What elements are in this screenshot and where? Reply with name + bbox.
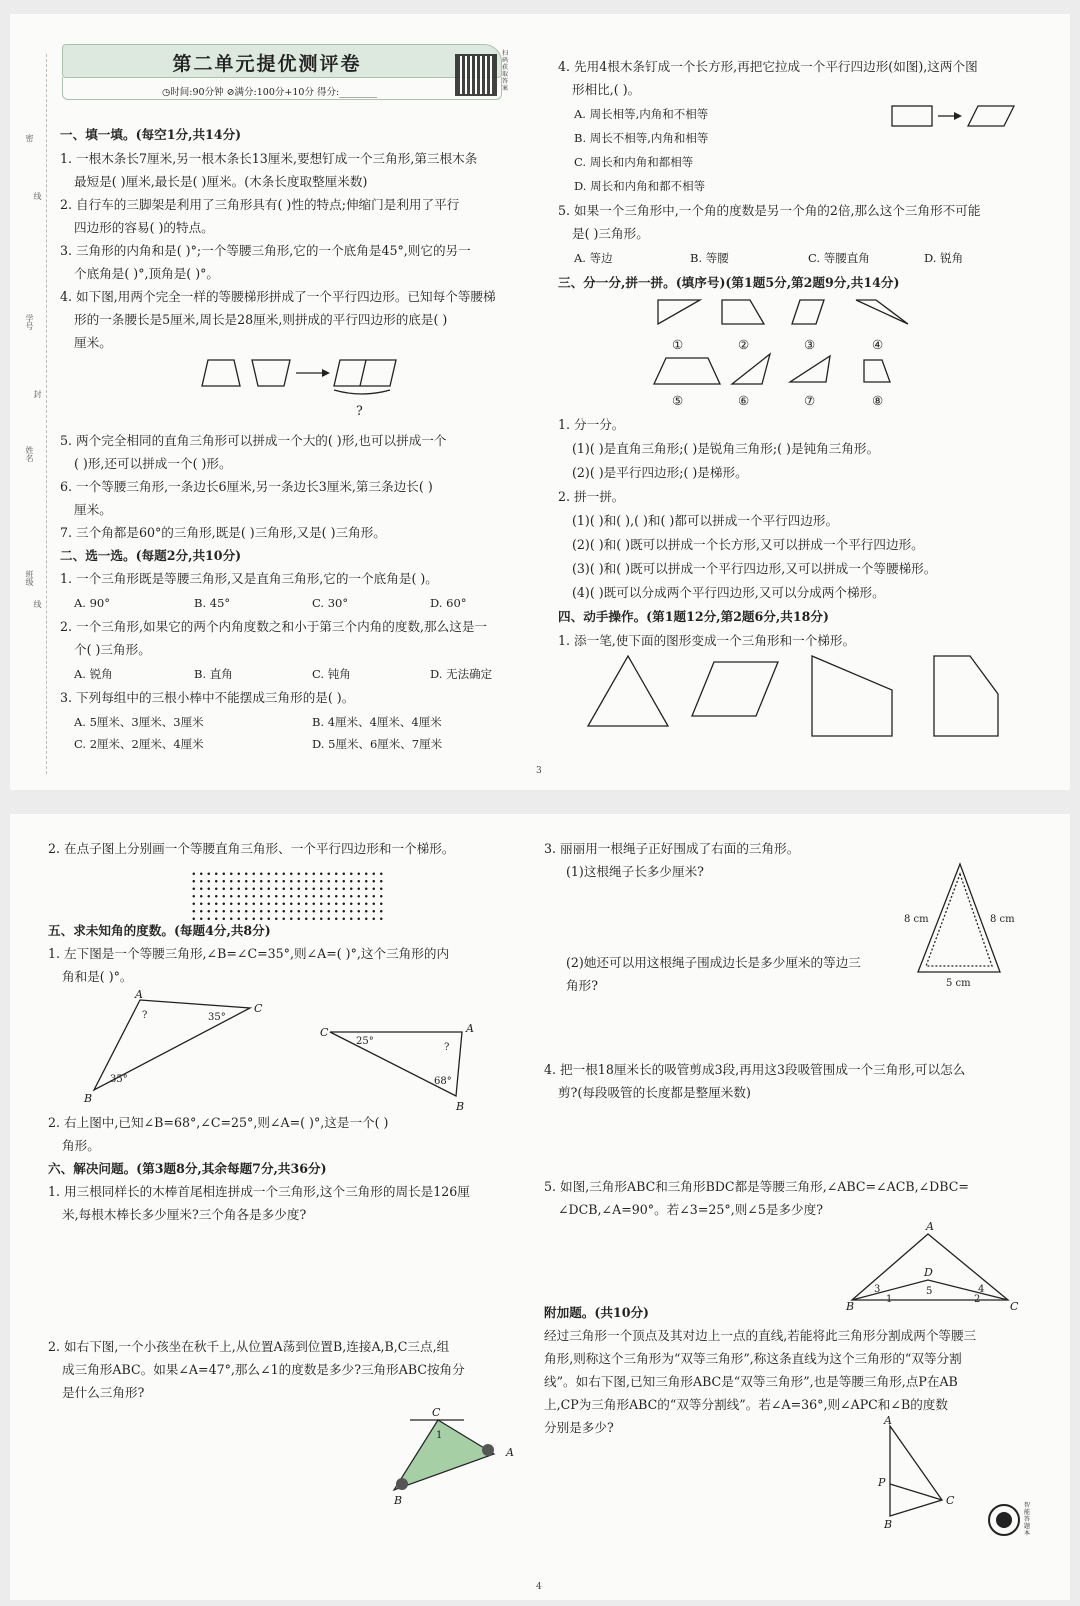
- q4-question-mark: ?: [356, 403, 363, 418]
- op-quadrilateral: [812, 656, 892, 736]
- s2-q3-opt-d[interactable]: D. 5厘米、6厘米、7厘米: [312, 737, 443, 751]
- shape-label-4: ④: [872, 337, 884, 352]
- bonus-label-c: C: [946, 1494, 955, 1507]
- s2-q1-opt-b[interactable]: B. 45°: [194, 596, 231, 610]
- triangle-abc-bonus: [890, 1426, 942, 1516]
- tri1-angle-c: 35°: [208, 1012, 226, 1023]
- bonus-label-a: A: [884, 1414, 892, 1427]
- s5-q1a: 1. 左下图是一个等腰三角形,∠B=∠C=35°,则∠A=( )°,这个三角形的内: [48, 946, 450, 961]
- s6-q4b: 剪?(每段吸管的长度都是整厘米数): [558, 1085, 751, 1100]
- op-pentagon: [934, 656, 998, 736]
- tri2-label-b: B: [456, 1100, 465, 1113]
- s2-q2-opt-a[interactable]: A. 锐角: [74, 667, 113, 681]
- s2-q5-opt-a[interactable]: A. 等边: [574, 251, 613, 265]
- s6-q3c: 角形?: [566, 978, 598, 993]
- s1-q2b: 四边形的容易( )的特点。: [74, 220, 214, 235]
- s2-q2-opt-c[interactable]: C. 钝角: [312, 667, 351, 681]
- s6-q2a: 2. 如右下图,一个小孩坐在秋千上,从位置A荡到位置B,连接A,B,C三点,组: [48, 1339, 450, 1354]
- s6-q4a: 4. 把一根18厘米长的吸管剪成3段,再用这3段吸管围成一个三角形,可以怎么: [544, 1062, 966, 1077]
- obtuse-triangle-figure: [320, 1022, 490, 1112]
- s1-q6b: 厘米。: [74, 502, 112, 517]
- s2-q1-opt-d[interactable]: D. 60°: [430, 596, 467, 610]
- rope-triangle: [918, 864, 1000, 972]
- s5-q1b: 角和是( )°。: [62, 969, 133, 984]
- s3-p1b: (2)( )是平行四边形;( )是梯形。: [572, 465, 748, 480]
- s2-q2b: 个( )三角形。: [74, 642, 151, 657]
- s2-q5-opt-b[interactable]: B. 等腰: [690, 251, 729, 265]
- s5-q2b: 角形。: [62, 1138, 100, 1153]
- swing-figure: [380, 1406, 530, 1507]
- tri2-angle-b: 68°: [434, 1076, 452, 1087]
- bonus-l5: 分别是多少?: [544, 1420, 614, 1435]
- child-icon-2: [396, 1478, 408, 1490]
- s6-q2b: 成三角形ABC。如果∠A=47°,那么∠1的度数是多少?三角形ABC按角分: [62, 1362, 465, 1377]
- fig5-num-5: 5: [926, 1286, 933, 1297]
- swing-label-c: C: [432, 1406, 441, 1419]
- section-6-heading: 六、解决问题。(第3题8分,其余每题7分,共36分): [48, 1161, 327, 1176]
- s3-p2a: (1)( )和( ),( )和( )都可以拼成一个平行四边形。: [572, 513, 839, 528]
- shape-label-6: ⑥: [738, 393, 750, 408]
- tri2-angle-c: 25°: [356, 1036, 374, 1047]
- rope-right-label: 8 cm: [990, 914, 1015, 925]
- s2-q3-opt-a[interactable]: A. 5厘米、3厘米、3厘米: [74, 715, 204, 729]
- s2-q4-opt-c[interactable]: C. 周长和内角和都相等: [574, 155, 694, 169]
- logo-caption: 智能答题本: [1024, 1502, 1031, 1537]
- s2-q2a: 2. 一个三角形,如果它的两个内角度数之和小于第三个内角的度数,那么这是一: [60, 619, 488, 634]
- bonus-label-p: P: [878, 1476, 886, 1489]
- s2-q5-opt-c[interactable]: C. 等腰直角: [808, 251, 870, 265]
- section-3-heading: 三、分一分,拼一拼。(填序号)(第1题5分,第2题9分,共14分): [558, 275, 900, 290]
- rope-base-label: 5 cm: [946, 978, 971, 989]
- swing-angle-1: 1: [436, 1430, 443, 1441]
- s2-q1-opt-c[interactable]: C. 30°: [312, 596, 349, 610]
- s2-q4-opt-b[interactable]: B. 周长不相等,内角和相等: [574, 131, 709, 145]
- page-3: [10, 14, 1070, 790]
- child-icon: [482, 1444, 494, 1456]
- bonus-label-b: B: [884, 1518, 893, 1531]
- tri1-angle-b: 35°: [110, 1074, 128, 1085]
- s1-q4c: 厘米。: [74, 335, 112, 350]
- s1-q7: 7. 三个角都是60°的三角形,既是( )三角形,又是( )三角形。: [60, 525, 386, 540]
- tri2-angle-a: ?: [444, 1042, 450, 1053]
- s3-p1: 1. 分一分。: [558, 417, 625, 432]
- shape-7: [790, 356, 830, 382]
- s2-q1-opt-a[interactable]: A. 90°: [74, 596, 110, 610]
- shape-label-8: ⑧: [872, 393, 884, 408]
- qr-code-icon[interactable]: [455, 54, 497, 96]
- s2-q5a: 5. 如果一个三角形中,一个角的度数是另一个角的2倍,那么这个三角形不可能: [558, 203, 981, 218]
- fig5-label-b: B: [846, 1300, 855, 1313]
- split-line-cp: [890, 1484, 942, 1500]
- dot-grid[interactable]: [190, 870, 385, 920]
- s2-q4-opt-a[interactable]: A. 周长相等,内角和不相等: [574, 107, 709, 121]
- shape-8: [864, 360, 890, 382]
- bonus-l1: 经过三角形一个顶点及其对边上一点的直线,若能将此三角形分割成两个等腰三: [544, 1328, 977, 1343]
- shape-1: [658, 300, 700, 324]
- margin-xing: 姓名: [25, 446, 34, 462]
- s2-q1: 1. 一个三角形既是等腰三角形,又是直角三角形,它的一个底角是( )。: [60, 571, 438, 586]
- s2-q3-opt-b[interactable]: B. 4厘米、4厘米、4厘米: [312, 715, 442, 729]
- section-5-heading: 五、求未知角的度数。(每题4分,共8分): [48, 923, 271, 938]
- fig5-num-3: 3: [874, 1284, 881, 1295]
- s4-q2: 2. 在点子图上分别画一个等腰直角三角形、一个平行四边形和一个梯形。: [48, 841, 455, 856]
- s2-q4a: 4. 先用4根木条钉成一个长方形,再把它拉成一个平行四边形(如图),这两个图: [558, 59, 978, 74]
- op-triangle: [588, 656, 668, 726]
- isosceles-triangle-figure: [80, 990, 280, 1110]
- s1-q5b: ( )形,还可以拼成一个( )形。: [74, 456, 232, 471]
- exam-info: ◷时间:90分钟 ⊘满分:100分+10分 得分:________: [162, 87, 378, 98]
- s2-q4-opt-d[interactable]: D. 周长和内角和都不相等: [574, 179, 706, 193]
- s6-q3b: (2)她还可以用这根绳子围成边长是多少厘米的等边三: [566, 955, 861, 970]
- double-iso-figure: [866, 1414, 976, 1531]
- page-number-4: 4: [536, 1582, 542, 1592]
- shape-label-7: ⑦: [804, 393, 816, 408]
- bonus-heading: 附加题。(共10分): [544, 1305, 650, 1320]
- rope-left-label: 8 cm: [904, 914, 929, 925]
- shape-2: [722, 300, 764, 324]
- s3-p2d: (4)( )既可以分成两个平行四边形,又可以分成两个梯形。: [572, 585, 885, 600]
- s6-q5a: 5. 如图,三角形ABC和三角形BDC都是等腰三角形,∠ABC=∠ACB,∠DBC=: [544, 1179, 969, 1194]
- tri1-label-b: B: [84, 1092, 93, 1105]
- s2-q5b: 是( )三角形。: [572, 226, 649, 241]
- margin-xian-2: 线: [33, 600, 42, 608]
- s1-q6a: 6. 一个等腰三角形,一条边长6厘米,另一条边长3厘米,第三条边长( ): [60, 479, 433, 494]
- margin-mi: 密: [25, 134, 34, 142]
- s1-q4a: 4. 如下图,用两个完全一样的等腰梯形拼成了一个平行四边形。已知每个等腰梯: [60, 289, 496, 304]
- section-1-heading: 一、填一填。(每空1分,共14分): [60, 127, 242, 142]
- fig5-num-2: 2: [974, 1294, 981, 1305]
- shape-4: [856, 300, 908, 324]
- binding-line: [46, 54, 47, 774]
- shape-6: [732, 354, 770, 384]
- s2-q2-opt-b[interactable]: B. 直角: [194, 667, 233, 681]
- section-4-heading: 四、动手操作。(第1题12分,第2题6分,共18分): [558, 609, 829, 624]
- op-parallelogram: [692, 662, 778, 716]
- trapezoid-1: [202, 360, 240, 386]
- add-a-line-shapes: [580, 654, 1020, 744]
- trapezoid-figure: [200, 354, 420, 424]
- fig5-num-4: 4: [978, 1284, 985, 1295]
- margin-xian: 线: [33, 192, 42, 200]
- s1-q4b: 形的一条腰长是5厘米,周长是28厘米,则拼成的平行四边形的底是( ): [74, 312, 448, 327]
- s5-q2a: 2. 右上图中,已知∠B=68°,∠C=25°,则∠A=( )°,这是一个( ): [48, 1115, 389, 1130]
- s1-q5a: 5. 两个完全相同的直角三角形可以拼成一个大的( )形,也可以拼成一个: [60, 433, 447, 448]
- s2-q3-opt-c[interactable]: C. 2厘米、2厘米、4厘米: [74, 737, 204, 751]
- s2-q5-opt-d[interactable]: D. 锐角: [924, 251, 964, 265]
- tri2-label-c: C: [320, 1026, 329, 1039]
- shape-label-2: ②: [738, 337, 750, 352]
- logo-icon: [986, 1502, 1026, 1542]
- fig5-num-1: 1: [886, 1294, 893, 1305]
- swing-triangle: [394, 1420, 494, 1490]
- page-title: 第二单元提优测评卷: [172, 53, 362, 75]
- tri2-label-a: A: [466, 1022, 474, 1035]
- fig5-label-d: D: [924, 1266, 933, 1279]
- shape-5: [654, 358, 720, 384]
- s6-q1a: 1. 用三根同样长的木棒首尾相连拼成一个三角形,这个三角形的周长是126厘: [48, 1184, 470, 1199]
- bonus-l3: 线”。如右下图,已知三角形ABC是“双等三角形”,也是等腰三角形,点P在AB: [544, 1374, 958, 1389]
- isosceles-bdc-figure: [846, 1220, 1046, 1314]
- qr-caption: 扫码获取答案: [502, 50, 509, 92]
- eight-shapes-figure: [650, 296, 930, 406]
- trapezoid-2: [252, 360, 290, 386]
- shape-3: [792, 300, 824, 324]
- s6-q5b: ∠DCB,∠A=90°。若∠3=25°,则∠5是多少度?: [558, 1202, 823, 1217]
- tri1-label-c: C: [254, 1002, 263, 1015]
- s2-q4b: 形相比,( )。: [572, 82, 641, 97]
- s1-q1b: 最短是( )厘米,最长是( )厘米。(木条长度取整厘米数): [74, 174, 368, 189]
- shape-label-3: ③: [804, 337, 816, 352]
- s4-q1: 1. 添一笔,使下面的图形变成一个三角形和一个梯形。: [558, 633, 856, 648]
- s3-p1a: (1)( )是直角三角形;( )是锐角三角形;( )是钝角三角形。: [572, 441, 880, 456]
- s1-q2a: 2. 自行车的三脚架是利用了三角形具有( )性的特点;伸缩门是利用了平行: [60, 197, 460, 212]
- s3-p2: 2. 拼一拼。: [558, 489, 625, 504]
- fig5-label-c: C: [1010, 1300, 1019, 1313]
- page-number-3: 3: [536, 766, 542, 776]
- shape-label-5: ⑤: [672, 393, 684, 408]
- s2-q2-opt-d[interactable]: D. 无法确定: [430, 667, 493, 681]
- s1-q3b: 个底角是( )°,顶角是( )°。: [74, 266, 220, 281]
- s1-q3a: 3. 三角形的内角和是( )°;一个等腰三角形,它的一个底角是45°,则它的另一: [60, 243, 471, 258]
- rect-to-parallelogram-figure: [890, 104, 1020, 134]
- fig5-label-a: A: [926, 1220, 934, 1233]
- s1-q1a: 1. 一根木条长7厘米,另一根木条长13厘米,要想钉成一个三角形,第三根木条: [60, 151, 478, 166]
- shape-label-1: ①: [672, 337, 684, 352]
- margin-feng: 封: [33, 390, 42, 398]
- s3-p2b: (2)( )和( )既可以拼成一个长方形,又可以拼成一个平行四边形。: [572, 537, 924, 552]
- s6-q2c: 是什么三角形?: [62, 1385, 145, 1400]
- s6-q3a: (1)这根绳子长多少厘米?: [566, 864, 704, 879]
- swing-label-b: B: [394, 1494, 403, 1507]
- s2-q3: 3. 下列每组中的三根小棒中不能摆成三角形的是( )。: [60, 690, 355, 705]
- swing-label-a: A: [506, 1446, 514, 1459]
- margin-banji: 班级: [25, 570, 34, 586]
- margin-xuehao: 学号: [25, 314, 34, 330]
- page-4: [10, 814, 1070, 1600]
- section-2-heading: 二、选一选。(每题2分,共10分): [60, 548, 242, 563]
- s6-q1b: 米,每根木棒长多少厘米?三个角各是多少度?: [62, 1207, 307, 1222]
- s3-p2c: (3)( )和( )既可以拼成一个平行四边形,又可以拼成一个等腰梯形。: [572, 561, 937, 576]
- bonus-l2: 角形,则称这个三角形为“双等三角形”,称这条直线为这个三角形的“双等分割: [544, 1351, 962, 1366]
- bonus-l4: 上,CP为三角形ABC的“双等分割线”。若∠A=36°,则∠APC和∠B的度数: [544, 1397, 948, 1412]
- tri1-angle-a: ?: [142, 1010, 148, 1021]
- rope-triangle-figure: [904, 860, 1044, 990]
- s6-q3: 3. 丽丽用一根绳子正好围成了右面的三角形。: [544, 841, 800, 856]
- title-banner: [62, 44, 524, 104]
- tri1-label-a: A: [135, 988, 143, 1001]
